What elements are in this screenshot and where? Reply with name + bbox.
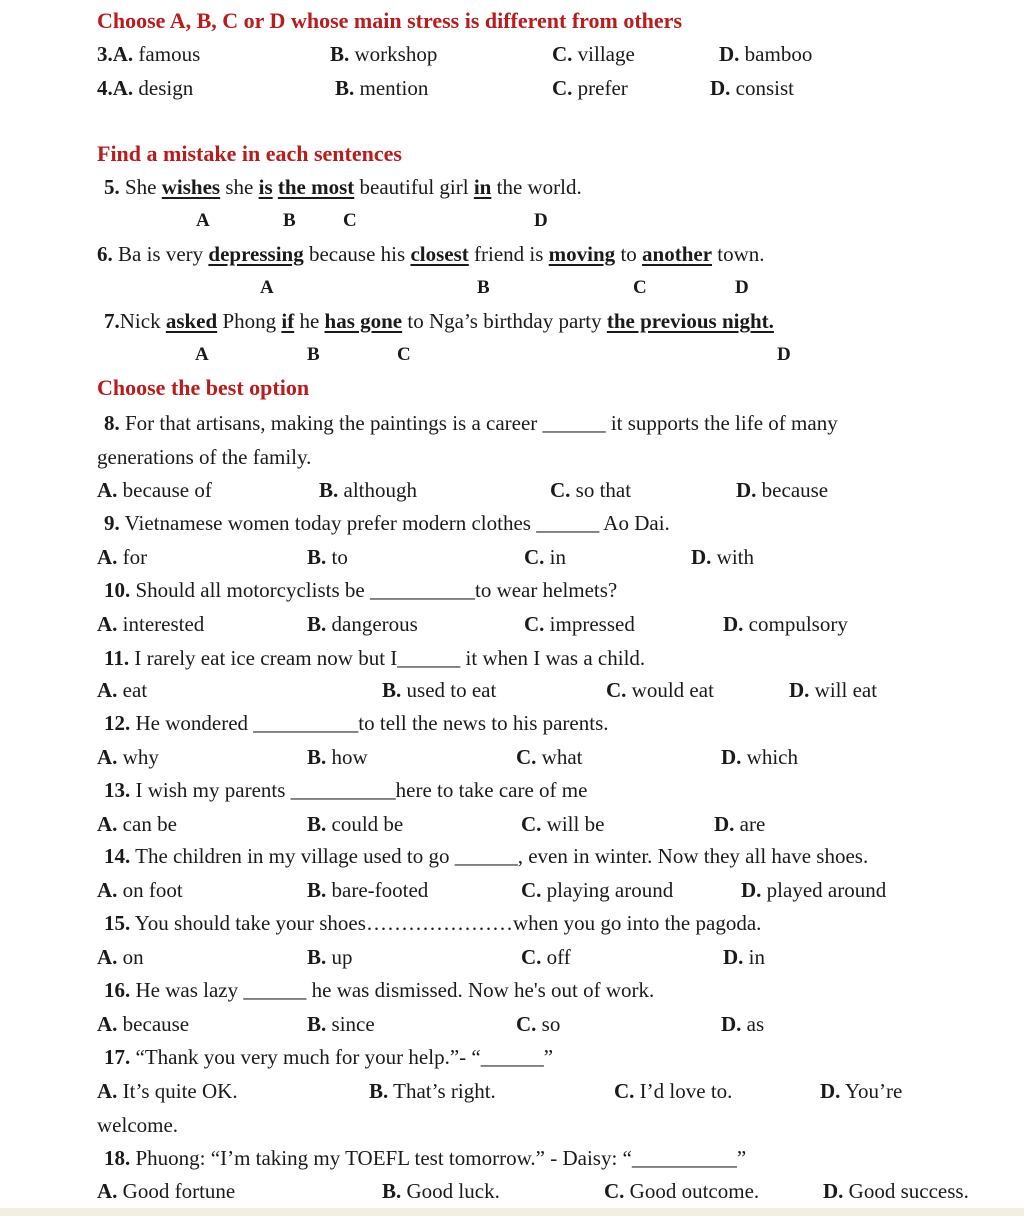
option-a-text: It’s quite OK. [117, 1079, 238, 1103]
option-d-label: D. [714, 812, 735, 836]
option-d-text: as [741, 1012, 765, 1036]
sentence-text: For that artisans, making the paintings is a career [119, 411, 543, 435]
option-a-label: A. [97, 478, 118, 502]
q18-option-b [382, 1178, 500, 1204]
option-c-text: will be [541, 812, 605, 836]
q11-option-d [789, 677, 877, 703]
q17-option-b [369, 1078, 496, 1104]
sentence-text: here to take care of me [395, 778, 588, 802]
q17-option-a [97, 1078, 238, 1104]
option-b-label: B. [319, 478, 339, 502]
question-number: 14. [104, 844, 131, 868]
option-a-label: A. [97, 1179, 118, 1203]
option-b-text: to [326, 545, 348, 569]
q4-option-d [710, 75, 794, 101]
question-number: 6. [97, 242, 113, 266]
question-number: 8. [104, 411, 120, 435]
option-c-text: village [572, 42, 635, 66]
answer-blank: ______ [542, 411, 606, 435]
sentence-text: he was dismissed. Now he's out of work. [306, 978, 655, 1002]
q3-option-b [330, 41, 437, 67]
q16-option-c [516, 1011, 560, 1037]
q3-option-c [552, 41, 635, 67]
option-b-label: B. [369, 1079, 389, 1103]
underlined-word-d: another [642, 242, 713, 266]
sentence-text: Nick [119, 309, 166, 333]
option-c-text: Good outcome. [624, 1179, 760, 1203]
q6-marker-a: A [260, 277, 274, 298]
q18-option-c [604, 1178, 759, 1204]
option-d-text: Good success. [843, 1179, 969, 1203]
option-a-label: A. [97, 612, 118, 636]
option-d-text: You’re [840, 1079, 903, 1103]
option-b-text: although [338, 478, 418, 502]
sentence-text: Should all motorcyclists be [130, 578, 370, 602]
q12-option-a [97, 744, 159, 770]
question-number: 9. [104, 511, 120, 535]
sentence-text: , even in winter. Now they all have shoes. [517, 844, 869, 868]
sentence-text: ” [543, 1045, 554, 1069]
option-c-text: playing around [541, 878, 674, 902]
q15-option-b [307, 944, 353, 970]
sentence-text: I rarely eat ice cream now but I [129, 646, 398, 670]
option-c-text: I’d love to. [634, 1079, 733, 1103]
answer-blank: ………………… [365, 911, 513, 935]
option-a-label: A. [97, 812, 118, 836]
option-a-label: A. [97, 1079, 118, 1103]
sentence-text: Phuong: “I’m taking my TOEFL test tomorrow.” - Daisy: “ [130, 1146, 632, 1170]
option-c-label: C. [604, 1179, 625, 1203]
option-c-label: C. [550, 478, 571, 502]
option-c-text: impressed [544, 612, 635, 636]
option-d-label: D. [691, 545, 712, 569]
option-d-label: D. [823, 1179, 844, 1203]
option-a-text: on [117, 945, 144, 969]
underlined-word-a: asked [165, 309, 218, 333]
q12-option-b [307, 744, 368, 770]
sentence-text: to wear helmets? [474, 578, 618, 602]
q17-option-d [820, 1078, 902, 1104]
option-c-label: C. [524, 545, 545, 569]
q18-option-a [97, 1178, 235, 1204]
q8-option-c [550, 477, 631, 503]
option-a-text: famous [133, 42, 201, 66]
option-d-text: consist [730, 76, 795, 100]
q6-marker-d: D [735, 277, 749, 298]
option-c-label: C. [521, 878, 542, 902]
question-18 [104, 1145, 746, 1171]
option-b-label: B. [307, 745, 327, 769]
q18-option-d [823, 1178, 969, 1204]
question-6 [97, 241, 765, 267]
q9-option-b [307, 544, 348, 570]
option-d-label: D. [721, 1012, 742, 1036]
q14-option-a [97, 877, 183, 903]
question-number: 3. [97, 42, 113, 66]
sentence-text: to [615, 242, 643, 266]
sentence-text: it when I was a child. [460, 646, 646, 670]
q10-option-c [524, 611, 635, 637]
q6-marker-c: C [633, 277, 647, 298]
option-b-label: B. [382, 1179, 402, 1203]
q13-option-d [714, 811, 765, 837]
question-number: 10. [104, 578, 131, 602]
q11-option-b [382, 677, 496, 703]
option-c-text: so [536, 1012, 561, 1036]
question-number: 15. [104, 911, 131, 935]
question-9 [104, 510, 670, 536]
option-b-label: B. [307, 945, 327, 969]
option-b-text: since [326, 1012, 375, 1036]
option-a-label: A. [97, 745, 118, 769]
q14-option-d [741, 877, 886, 903]
sentence-text: to tell the news to his parents. [358, 711, 609, 735]
sentence-text: Phong [217, 309, 282, 333]
question-12 [104, 710, 609, 736]
underlined-word-a: depressing [208, 242, 304, 266]
q5-marker-d: D [534, 210, 548, 231]
option-c-text: would eat [626, 678, 714, 702]
option-b-text: That’s right. [388, 1079, 496, 1103]
option-c-label: C. [516, 1012, 537, 1036]
answer-blank: ______ [536, 511, 600, 535]
sentence-text: I wish my parents [130, 778, 291, 802]
answer-blank: __________ [290, 778, 396, 802]
option-b-label: B. [307, 545, 327, 569]
option-b-label: B. [382, 678, 402, 702]
option-c-text: off [541, 945, 571, 969]
option-a-text: design [133, 76, 194, 100]
underlined-word-c: moving [548, 242, 616, 266]
option-c-label: C. [524, 612, 545, 636]
option-a-label: A. [97, 945, 118, 969]
answer-blank: __________ [631, 1146, 737, 1170]
option-d-text: compulsory [743, 612, 848, 636]
q4-option-b [335, 75, 428, 101]
option-b-label: B. [307, 612, 327, 636]
option-d-label: D. [820, 1079, 841, 1103]
option-d-text: played around [761, 878, 887, 902]
q6-marker-b: B [477, 277, 490, 298]
option-a-text: can be [117, 812, 177, 836]
sentence-text: town. [712, 242, 765, 266]
q8-continuation: generations of the family. [97, 445, 312, 469]
underlined-word-b: is [258, 175, 273, 199]
q15-option-d [723, 944, 765, 970]
q10-option-b [307, 611, 418, 637]
option-c-label: C. [614, 1079, 635, 1103]
option-d-label: D. [721, 745, 742, 769]
option-c-label: C. [521, 812, 542, 836]
option-d-label: D. [723, 945, 744, 969]
answer-blank: __________ [253, 711, 359, 735]
option-a-label: A. [112, 42, 134, 66]
q13-option-c [521, 811, 604, 837]
question-11 [104, 645, 645, 671]
option-d-text: because [756, 478, 829, 502]
option-a-label: A. [112, 76, 134, 100]
option-b-text: how [326, 745, 368, 769]
sentence-text: She [119, 175, 162, 199]
question-5 [104, 174, 582, 200]
option-d-text: are [734, 812, 766, 836]
answer-blank: ______ [243, 978, 307, 1002]
q7-marker-c: C [397, 344, 411, 365]
question-number: 5. [104, 175, 120, 199]
option-d-text: which [741, 745, 798, 769]
question-8 [104, 410, 838, 436]
option-c-text: prefer [572, 76, 628, 100]
q5-marker-a: A [196, 210, 210, 231]
page-bottom-edge [0, 1208, 1024, 1216]
underlined-word-d: in [473, 175, 492, 199]
q16-option-a [97, 1011, 189, 1037]
sentence-text: it supports the life of many [605, 411, 838, 435]
underlined-word-b: closest [410, 242, 469, 266]
option-c-label: C. [552, 42, 573, 66]
option-b-text: dangerous [326, 612, 418, 636]
question-15 [104, 910, 761, 936]
option-b-text: used to eat [401, 678, 497, 702]
question-7 [104, 308, 774, 334]
q12-option-d [721, 744, 798, 770]
option-a-text: interested [117, 612, 205, 636]
option-d-text: will eat [809, 678, 878, 702]
question-13 [104, 777, 587, 803]
option-d-label: D. [789, 678, 810, 702]
option-a-text: on foot [117, 878, 183, 902]
question-3 [97, 41, 200, 67]
q17-option-c [614, 1078, 732, 1104]
q3-option-d [719, 41, 812, 67]
question-14 [104, 843, 868, 869]
option-c-label: C. [521, 945, 542, 969]
sentence-text: Vietnamese women today prefer modern clothes [119, 511, 537, 535]
q11-option-a [97, 677, 147, 703]
q16-option-d [721, 1011, 764, 1037]
sentence-text: friend is [468, 242, 549, 266]
q8-option-b [319, 477, 417, 503]
option-a-text: why [117, 745, 159, 769]
underlined-word-b: if [281, 309, 295, 333]
q15-option-a [97, 944, 144, 970]
question-number: 13. [104, 778, 131, 802]
q7-marker-d: D [777, 344, 791, 365]
q12-option-c [516, 744, 583, 770]
underlined-word-c: the most [277, 175, 355, 199]
option-a-label: A. [97, 545, 118, 569]
option-c-text: what [536, 745, 583, 769]
option-d-text: bamboo [739, 42, 813, 66]
sentence-text: beautiful girl [354, 175, 474, 199]
option-b-text: workshop [349, 42, 438, 66]
option-b-text: mention [354, 76, 429, 100]
question-number: 4. [97, 76, 113, 100]
option-c-label: C. [606, 678, 627, 702]
q5-marker-b: B [283, 210, 296, 231]
underlined-word-a: wishes [161, 175, 221, 199]
option-b-label: B. [307, 878, 327, 902]
option-a-label: A. [97, 878, 118, 902]
option-c-text: so that [570, 478, 632, 502]
sentence-text: he [294, 309, 325, 333]
question-4 [97, 75, 193, 101]
section-heading-stress: Choose A, B, C or D whose main stress is different from others [97, 8, 683, 33]
option-d-label: D. [710, 76, 731, 100]
q13-option-a [97, 811, 177, 837]
question-10 [104, 577, 617, 603]
answer-blank: ______ [480, 1045, 544, 1069]
q13-option-b [307, 811, 403, 837]
sentence-text: He wondered [130, 711, 254, 735]
question-number: 18. [104, 1146, 131, 1170]
sentence-text: Ba is very [112, 242, 209, 266]
option-a-text: Good fortune [117, 1179, 236, 1203]
question-number: 16. [104, 978, 131, 1002]
q4-option-c [552, 75, 628, 101]
option-a-label: A. [97, 1012, 118, 1036]
sentence-text: ” [736, 1146, 747, 1170]
sentence-text: Ao Dai. [599, 511, 670, 535]
sentence-text: He was lazy [130, 978, 244, 1002]
question-number: 17. [104, 1045, 131, 1069]
underlined-word-c: has gone [324, 309, 403, 333]
option-b-text: up [326, 945, 353, 969]
question-16 [104, 977, 654, 1003]
answer-blank: ______ [454, 844, 518, 868]
option-a-text: because of [117, 478, 212, 502]
option-b-label: B. [307, 812, 327, 836]
q5-marker-c: C [343, 210, 357, 231]
q9-option-d [691, 544, 754, 570]
sentence-text: when you go into the pagoda. [512, 911, 762, 935]
section-heading-best-option: Choose the best option [97, 375, 310, 400]
sentence-text: because his [303, 242, 411, 266]
option-b-text: bare-footed [326, 878, 429, 902]
sentence-text: she [220, 175, 259, 199]
underlined-word-d: the previous night. [606, 309, 774, 333]
sentence-text: to Nga’s birthday party [402, 309, 607, 333]
q7-marker-b: B [307, 344, 320, 365]
option-b-text: could be [326, 812, 404, 836]
question-number: 12. [104, 711, 131, 735]
option-d-label: D. [736, 478, 757, 502]
q7-marker-a: A [195, 344, 209, 365]
option-b-label: B. [307, 1012, 327, 1036]
q15-option-c [521, 944, 571, 970]
option-d-label: D. [719, 42, 740, 66]
q8-option-a [97, 477, 212, 503]
answer-blank: ______ [397, 646, 461, 670]
q8-option-d [736, 477, 828, 503]
q17-option-d-continuation: welcome. [97, 1113, 179, 1137]
q10-option-d [723, 611, 848, 637]
question-number: 11. [104, 646, 130, 670]
option-c-text: in [544, 545, 567, 569]
option-c-label: C. [516, 745, 537, 769]
option-a-text: for [117, 545, 148, 569]
option-b-text: Good luck. [401, 1179, 500, 1203]
q10-option-a [97, 611, 204, 637]
option-b-label: B. [330, 42, 350, 66]
q9-option-c [524, 544, 566, 570]
q11-option-c [606, 677, 714, 703]
sentence-text: The children in my village used to go [130, 844, 455, 868]
option-a-text: because [117, 1012, 190, 1036]
q9-option-a [97, 544, 147, 570]
option-c-label: C. [552, 76, 573, 100]
question-17 [104, 1044, 553, 1070]
option-d-text: in [743, 945, 766, 969]
q16-option-b [307, 1011, 375, 1037]
option-d-text: with [711, 545, 755, 569]
section-heading-mistake: Find a mistake in each sentences [97, 141, 402, 166]
option-b-label: B. [335, 76, 355, 100]
option-a-label: A. [97, 678, 118, 702]
answer-blank: __________ [369, 578, 475, 602]
option-d-label: D. [723, 612, 744, 636]
q14-option-b [307, 877, 428, 903]
sentence-text: “Thank you very much for your help.”- “ [130, 1045, 481, 1069]
question-number: 7. [104, 309, 120, 333]
option-d-label: D. [741, 878, 762, 902]
sentence-text: the world. [491, 175, 582, 199]
option-a-text: eat [117, 678, 148, 702]
sentence-text: You should take your shoes [130, 911, 366, 935]
q14-option-c [521, 877, 673, 903]
